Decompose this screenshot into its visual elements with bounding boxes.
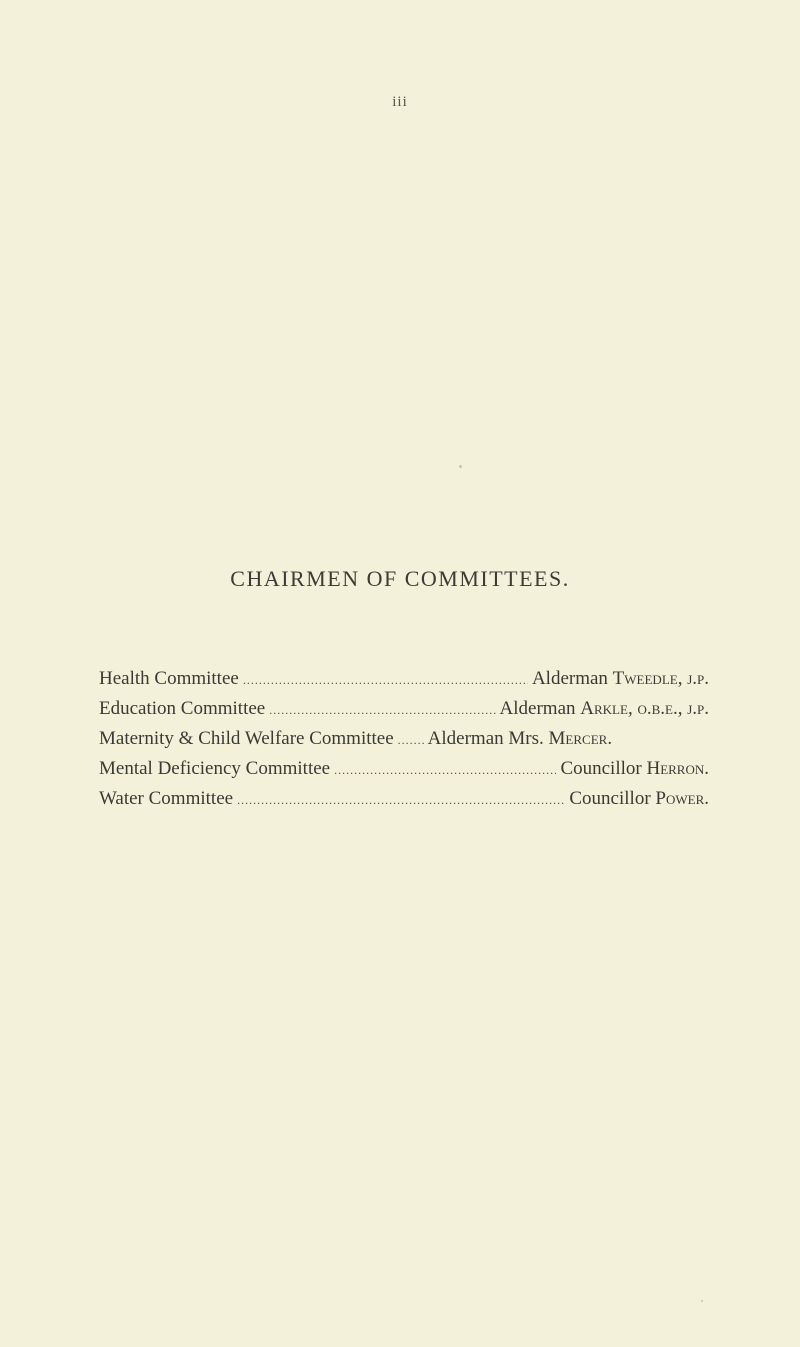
paper-blemish	[459, 465, 462, 468]
dot-leader	[243, 668, 528, 690]
chairman-name: Power	[655, 788, 705, 809]
committee-entry-health	[99, 668, 709, 698]
committee-name: Health Committee	[99, 668, 239, 689]
chairman-title: Alderman Mrs.	[427, 728, 544, 749]
chairman	[532, 668, 709, 690]
committee-entry-maternity	[99, 728, 709, 758]
chairman-title: Councillor	[569, 788, 651, 809]
chairman	[428, 728, 612, 750]
committee-entry-mental-deficiency	[99, 758, 709, 788]
chairman-suffix: , j.p.	[677, 668, 709, 689]
chairman-title: Alderman	[531, 668, 608, 689]
page-number: iii	[392, 94, 408, 110]
committee-entry-education	[99, 698, 709, 728]
page-title: CHAIRMEN OF COMMITTEES.	[230, 566, 570, 591]
committee-name: Water Committee	[99, 788, 234, 809]
chairman-name: Mercer	[548, 728, 608, 749]
chairman-name: Arkle	[580, 698, 628, 719]
committee-list	[99, 668, 709, 818]
committee-name: Maternity & Child Welfare Committee	[99, 728, 394, 749]
chairman	[569, 788, 709, 810]
chairman-suffix: .	[607, 728, 613, 749]
chairman-title: Alderman	[499, 698, 576, 719]
chairman-suffix: , o.b.e., j.p.	[627, 698, 709, 719]
committee-name: Mental Deficiency Committee	[99, 758, 331, 779]
dot-leader	[269, 698, 495, 720]
chairman-title: Councillor	[560, 758, 642, 779]
chairman-name: Herron	[646, 758, 705, 779]
chairman-name: Tweedle	[612, 668, 678, 689]
committee-name: Education Committee	[99, 698, 266, 719]
chairman	[500, 698, 709, 720]
paper-blemish	[701, 1300, 703, 1302]
committee-entry-water	[99, 788, 709, 818]
chairman	[560, 758, 709, 780]
dot-leader	[237, 788, 565, 810]
dot-leader	[398, 728, 424, 750]
chairman-suffix: .	[704, 788, 709, 809]
dot-leader	[334, 758, 556, 780]
chairman-suffix: .	[704, 758, 709, 779]
